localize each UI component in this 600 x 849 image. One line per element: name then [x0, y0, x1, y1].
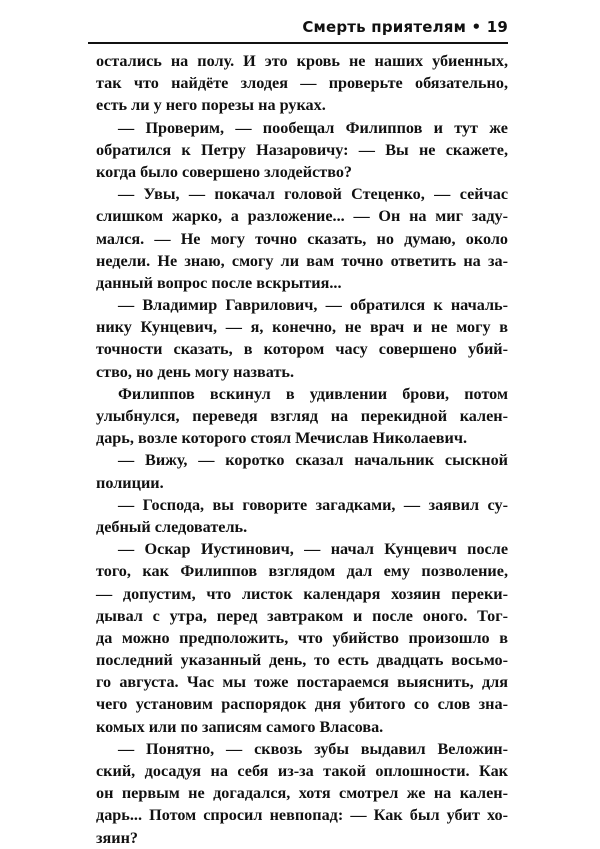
text-line: комых или по записям самого Власова. [96, 717, 384, 736]
text-line: так что найдёте злодея — проверьте обязательно, [96, 74, 508, 93]
text-line: ский, досадуя на себя из-за такой оплошности. Как [96, 762, 508, 780]
text-line: — Вижу, — коротко сказал начальник сыскной [118, 451, 508, 470]
text-line: недели. Не знаю, смогу ли вам точно ответить на за- [96, 251, 508, 270]
text-line: когда было совершено злодейство? [96, 162, 353, 181]
text-line: мался. — Не могу точно сказать, но думаю, около [96, 229, 508, 248]
text-line: дебный следователь. [96, 517, 248, 536]
text-line: нику Кунцевич, — я, конечно, не врач и не могу в [96, 318, 508, 337]
text-line: — Увы, — покачал головой Стеценко, — сейчас [118, 185, 508, 204]
text-line: слишком жарко, а разложение... — Он на миг заду- [96, 207, 508, 226]
text-line: дывал с утра, перед завтраком и после оного. Тог- [96, 606, 508, 625]
text-line: да можно предположить, что убийство произошло в [96, 628, 508, 647]
text-line: — допустим, что листок календаря хозяин переки- [96, 584, 508, 603]
running-header [88, 16, 508, 44]
text-line: последний указанный день, то есть двадцать восьмо- [96, 651, 508, 670]
text-line: дарь, возле которого стоял Мечислав Николаевич. [96, 429, 468, 448]
text-line: Филиппов вскинул в удивлении брови, потом [118, 384, 508, 403]
text-line: данный вопрос после вскрытия... [96, 273, 342, 292]
text-line: улыбнулся, переведя взгляд на перекидной кален- [96, 407, 508, 425]
text-line: дарь... Потом спросил невпопад: — Как был убит хо- [96, 806, 508, 825]
text-line: того, как Филиппов взглядом дал ему позволение, [96, 562, 508, 581]
text-line: ство, но день могу назвать. [96, 362, 295, 381]
text-line: го августа. Час мы тоже постараемся выяснить, для [96, 673, 508, 692]
text-line: — Понятно, — сквозь зубы выдавил Веложин- [118, 739, 508, 758]
text-line: — Оскар Иустинович, — начал Кунцевич после [118, 540, 508, 559]
text-line: — Владимир Гаврилович, — обратился к началь- [118, 296, 508, 315]
running-header-title: Смерть приятелям • 19 [302, 18, 508, 36]
text-line: полиции. [96, 473, 164, 492]
text-line: — Господа, вы говорите загадками, — заявил су- [118, 495, 508, 514]
text-line: чего установим распорядок дня убитого со слов зна- [96, 695, 508, 714]
text-line: есть ли у него порезы на руках. [96, 96, 326, 115]
body-text [96, 50, 508, 849]
text-line: точности сказать, в котором часу совершено убий- [96, 340, 508, 359]
text-line: он первым не догадался, хотя смотрел же на кален- [96, 784, 508, 803]
text-line: обратился к Петру Назаровичу: — Вы не скажете, [96, 140, 508, 159]
text-line: остались на полу. И это кровь не наших убиенных, [96, 52, 508, 70]
text-line: зяин? [96, 828, 139, 847]
text-line: — Проверим, — пообещал Филиппов и тут же [118, 118, 508, 137]
